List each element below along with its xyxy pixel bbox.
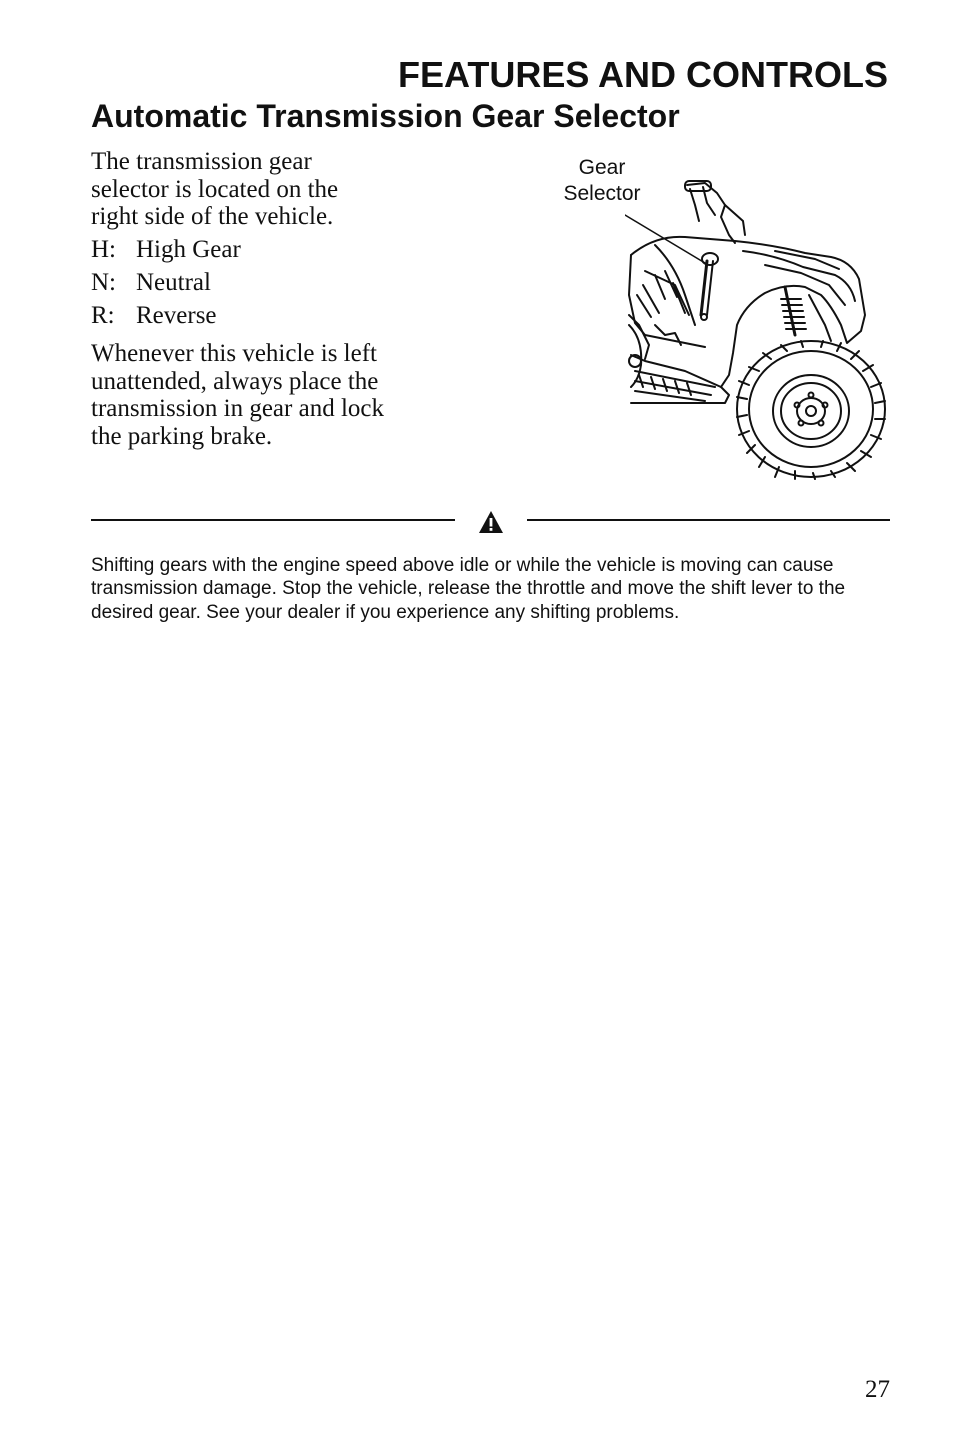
atv-gear-selector-illustration bbox=[625, 175, 890, 480]
gear-key: N: bbox=[91, 269, 116, 296]
gear-label: Neutral bbox=[136, 269, 211, 296]
gear-item-high bbox=[91, 235, 241, 268]
warning-rule-left bbox=[91, 519, 455, 521]
gear-key: R: bbox=[91, 302, 115, 329]
gear-list bbox=[91, 235, 241, 334]
gear-item-reverse bbox=[91, 301, 241, 334]
gear-label: Reverse bbox=[136, 302, 217, 329]
warning-rule-right bbox=[527, 519, 890, 521]
warning-text: Shifting gears with the engine speed above idle or while the vehicle is moving can cause transmission damage. Stop the vehicle, release the throttle and move the shift lever to the desired gear. See your dealer if you experience any shifting problems. bbox=[91, 555, 846, 623]
gear-label: High Gear bbox=[136, 236, 241, 263]
page-title: Automatic Transmission Gear Selector bbox=[91, 98, 680, 134]
gear-item-neutral bbox=[91, 268, 241, 301]
unattended-paragraph: Whenever this vehicle is left unattended, always place the transmission in gear and lock the parking brake. bbox=[91, 340, 384, 450]
callout-line-1: Gear bbox=[578, 156, 626, 179]
intro-paragraph: The transmission gear selector is located on the right side of the vehicle. bbox=[91, 148, 339, 230]
page-number: 27 bbox=[865, 1376, 890, 1403]
callout-line-2: Selector bbox=[563, 182, 641, 205]
section-header: FEATURES AND CONTROLS bbox=[398, 54, 888, 95]
warning-triangle-icon bbox=[478, 510, 504, 534]
gear-key: H: bbox=[91, 236, 116, 263]
